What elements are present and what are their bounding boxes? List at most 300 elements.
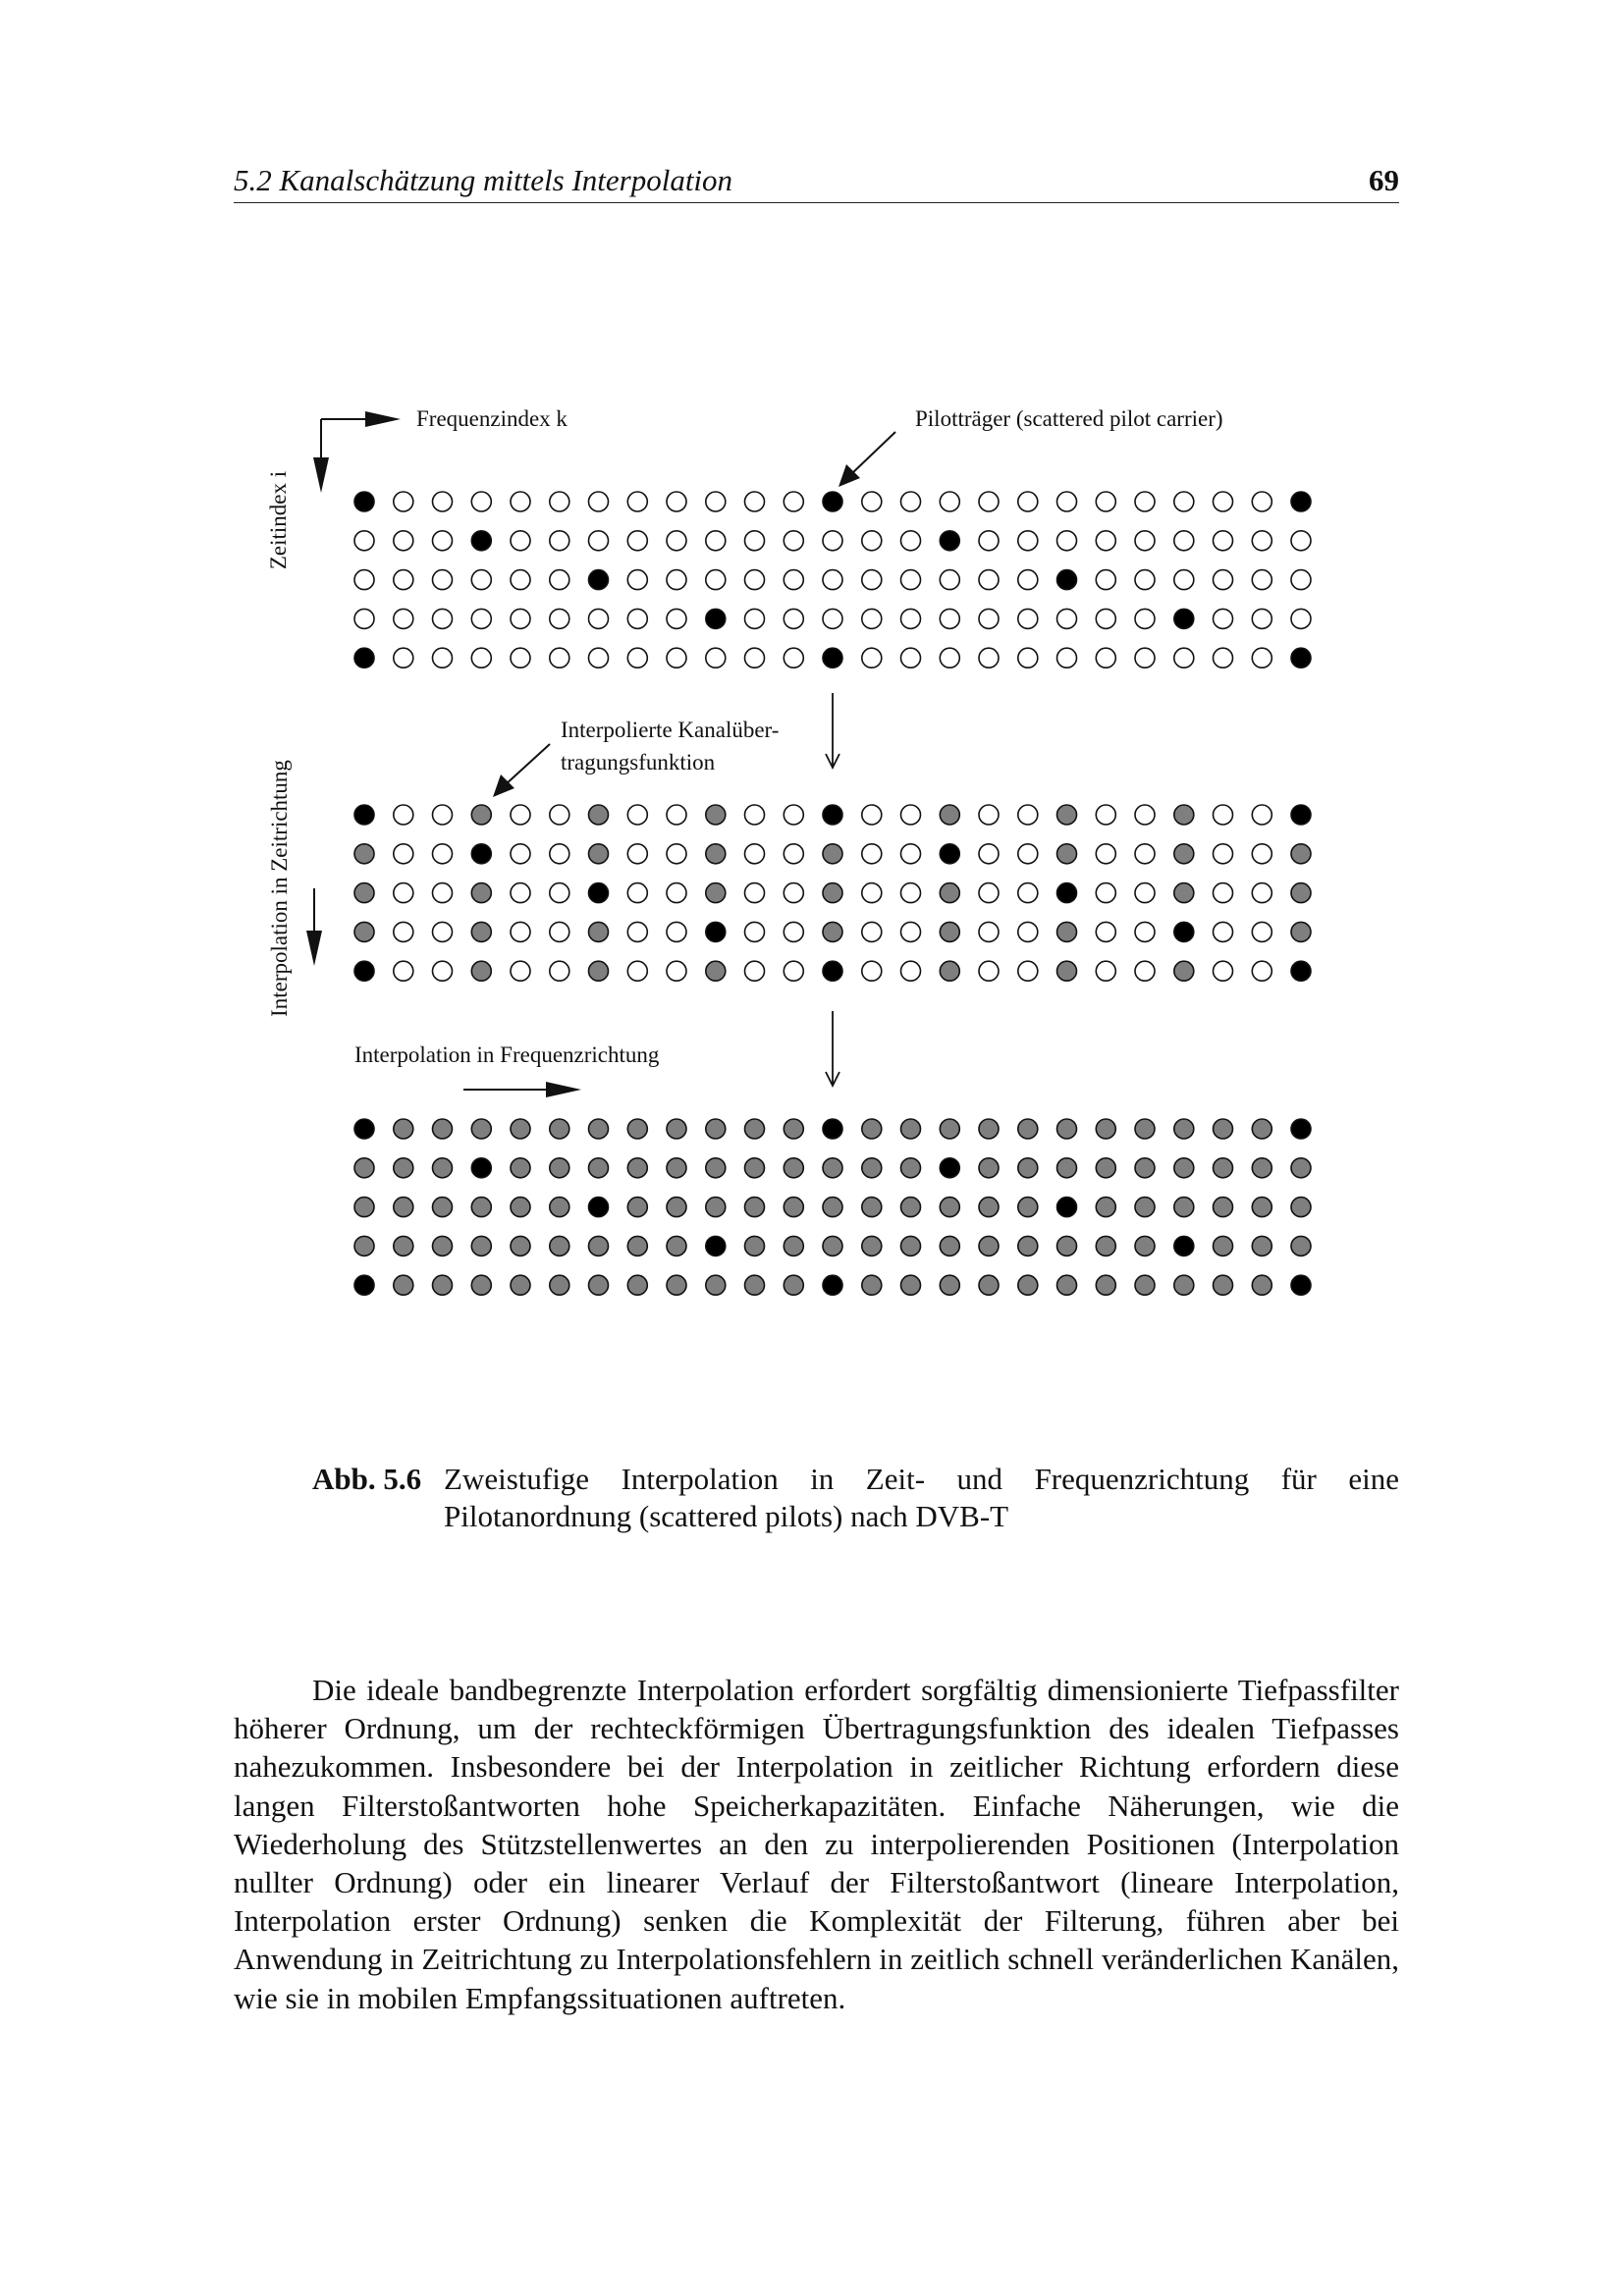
grid3-carrier-dot [511, 1275, 530, 1295]
grid2-carrier-dot [745, 805, 765, 825]
grid2-carrier-dot [979, 805, 999, 825]
grid1-carrier-dot [745, 492, 765, 511]
grid3-carrier-dot [862, 1236, 882, 1255]
grid2-carrier-dot [1214, 922, 1233, 941]
grid3-carrier-dot [550, 1236, 569, 1255]
grid2-carrier-dot [745, 961, 765, 981]
grid2-carrier-dot [1214, 883, 1233, 903]
grid1-carrier-dot [511, 531, 530, 551]
grid3-carrier-dot [784, 1158, 803, 1178]
grid1-carrier-dot [784, 492, 803, 511]
grid2-carrier-dot [627, 961, 647, 981]
grid2-carrier-dot [667, 805, 686, 825]
grid1-carrier-dot [940, 648, 959, 667]
grid3-carrier-dot [706, 1236, 726, 1255]
grid3-carrier-dot [862, 1275, 882, 1295]
grid2-carrier-dot [394, 961, 413, 981]
grid1-carrier-dot [354, 648, 374, 667]
grid3-carrier-dot [627, 1236, 647, 1255]
grid3-carrier-dot [433, 1236, 453, 1255]
grid1-carrier-dot [706, 531, 726, 551]
grid1-carrier-dot [706, 570, 726, 590]
grid1-carrier-dot [1018, 609, 1038, 628]
grid1-carrier-dot [589, 648, 609, 667]
grid1-carrier-dot [1174, 531, 1194, 551]
grid2-carrier-dot [433, 961, 453, 981]
grid2-carrier-dot [745, 844, 765, 864]
grid1-carrier-dot [471, 570, 491, 590]
grid1-carrier-dot [1057, 531, 1077, 551]
grid2-carrier-dot [823, 961, 842, 981]
grid1-carrier-dot [550, 609, 569, 628]
grid2-carrier-dot [1291, 961, 1311, 981]
grid2-carrier-dot [433, 805, 453, 825]
grid2-carrier-dot [1291, 883, 1311, 903]
grid3-carrier-dot [354, 1119, 374, 1139]
grid2-carrier-dot [940, 883, 959, 903]
grid3-carrier-dot [1174, 1119, 1194, 1139]
grid1-carrier-dot [667, 570, 686, 590]
grid1-carrier-dot [667, 531, 686, 551]
grid2-carrier-dot [1174, 961, 1194, 981]
grid3-carrier-dot [901, 1198, 921, 1217]
pilot-carrier-pointer [850, 432, 895, 475]
grid3-carrier-dot [745, 1119, 765, 1139]
grid1-carrier-dot [433, 492, 453, 511]
grid3-carrier-dot [1057, 1236, 1077, 1255]
grid3-carrier-dot [784, 1119, 803, 1139]
grid3-carrier-dot [511, 1119, 530, 1139]
grid3-carrier-dot [1214, 1119, 1233, 1139]
grid3-carrier-dot [511, 1158, 530, 1178]
grid2-carrier-dot [354, 883, 374, 903]
page-number: 69 [1369, 163, 1399, 197]
grid2-carrier-dot [784, 922, 803, 941]
grid2-carrier-dot [979, 922, 999, 941]
grid3-carrier-dot [667, 1198, 686, 1217]
caption-text: Zweistufige Interpolation in Zeit- und Frequenzrichtung für eine Pilotanordnung (scattered pilots) nach DVB-T [444, 1462, 1399, 1533]
grid3-carrier-dot [1096, 1236, 1115, 1255]
grid3-carrier-dot [550, 1198, 569, 1217]
grid3-carrier-dot [1291, 1198, 1311, 1217]
interp-transfer-label-1: Interpolierte Kanalüber- [561, 718, 780, 742]
grid3-carrier-dot [1291, 1236, 1311, 1255]
grid1-carrier-dot [1174, 648, 1194, 667]
freq-index-label: Frequenzindex k [416, 406, 568, 431]
grid1-carrier-dot [1018, 648, 1038, 667]
grid2-carrier-dot [823, 883, 842, 903]
grid3-carrier-dot [667, 1158, 686, 1178]
grid3-carrier-dot [433, 1275, 453, 1295]
grid3-carrier-dot [471, 1275, 491, 1295]
grid3-carrier-dot [979, 1158, 999, 1178]
grid2-carrier-dot [589, 961, 609, 981]
grid2-carrier-dot [550, 883, 569, 903]
grid3-carrier-dot [823, 1275, 842, 1295]
interp-freq-arrowhead [546, 1082, 581, 1097]
grid3-carrier-dot [1057, 1119, 1077, 1139]
grid3-carrier-dot [589, 1119, 609, 1139]
grid3-carrier-dot [1018, 1119, 1038, 1139]
grid3-carrier-dot [901, 1158, 921, 1178]
grid2-carrier-dot [784, 883, 803, 903]
grid1-carrier-dot [511, 492, 530, 511]
grid3-carrier-dot [1252, 1236, 1271, 1255]
grid1-carrier-dot [901, 492, 921, 511]
grid2-carrier-dot [706, 883, 726, 903]
grid1-carrier-dot [1214, 648, 1233, 667]
grid1-carrier-dot [1135, 648, 1155, 667]
grid3-carrier-dot [394, 1158, 413, 1178]
grid1-carrier-dot [511, 609, 530, 628]
grid1-carrier-dot [1096, 648, 1115, 667]
grid3-carrier-dot [589, 1236, 609, 1255]
grid2-carrier-dot [354, 922, 374, 941]
grid2-carrier-dot [745, 883, 765, 903]
grid2-carrier-dot [1096, 922, 1115, 941]
grid3-carrier-dot [394, 1119, 413, 1139]
grid3-carrier-dot [745, 1198, 765, 1217]
grid3-carrier-dot [354, 1158, 374, 1178]
grid3-carrier-dot [1252, 1158, 1271, 1178]
grid1-carrier-dot [706, 648, 726, 667]
grid3-carrier-dot [354, 1275, 374, 1295]
grid1-carrier-dot [901, 648, 921, 667]
grid2-carrier-dot [1214, 961, 1233, 981]
grid2-carrier-dot [784, 961, 803, 981]
grid2-carrier-dot [940, 961, 959, 981]
grid3-carrier-dot [1096, 1158, 1115, 1178]
grid2-carrier-dot [940, 844, 959, 864]
grid3-carrier-dot [627, 1158, 647, 1178]
grid3-carrier-dot [940, 1275, 959, 1295]
grid2-carrier-dot [784, 805, 803, 825]
grid2-carrier-dot [901, 844, 921, 864]
grid3-carrier-dot [354, 1198, 374, 1217]
grid1-carrier-dot [627, 531, 647, 551]
grid1-carrier-dot [667, 648, 686, 667]
time-axis-arrowhead [313, 457, 329, 493]
grid2-carrier-dot [1096, 961, 1115, 981]
grid1-carrier-dot [1174, 492, 1194, 511]
grid3-carrier-dot [1018, 1158, 1038, 1178]
grid1-carrier-dot [1096, 531, 1115, 551]
grid3-carrier-dot [1135, 1158, 1155, 1178]
grid2-carrier-dot [1174, 805, 1194, 825]
grid3-carrier-dot [1135, 1119, 1155, 1139]
grid3-carrier-dot [1252, 1275, 1271, 1295]
grid1-carrier-dot [940, 531, 959, 551]
grid1-carrier-dot [745, 531, 765, 551]
interp-time-arrowhead [306, 931, 322, 966]
grid1-carrier-dot [354, 609, 374, 628]
grid3-carrier-dot [706, 1198, 726, 1217]
grid3-carrier-dot [667, 1275, 686, 1295]
grid3-carrier-dot [550, 1275, 569, 1295]
grid2-carrier-dot [550, 805, 569, 825]
grid3-carrier-dot [394, 1236, 413, 1255]
grid3-carrier-dot [901, 1119, 921, 1139]
grid1-carrier-dot [433, 570, 453, 590]
grid1-carrier-dot [745, 570, 765, 590]
section-title: 5.2 Kanalschätzung mittels Interpolation [234, 163, 733, 197]
grid1-carrier-dot [1135, 570, 1155, 590]
grid1-carrier-dot [627, 492, 647, 511]
grid1-carrier-dot [354, 492, 374, 511]
grid1-carrier-dot [823, 648, 842, 667]
grid1-carrier-dot [1291, 492, 1311, 511]
grid3-carrier-dot [471, 1158, 491, 1178]
grid2-carrier-dot [823, 844, 842, 864]
grid3-carrier-dot [940, 1158, 959, 1178]
grid3-carrier-dot [979, 1236, 999, 1255]
dot-grids [354, 492, 1311, 1295]
grid1-carrier-dot [627, 570, 647, 590]
grid2-carrier-dot [627, 844, 647, 864]
grid3-carrier-dot [627, 1198, 647, 1217]
grid1-carrier-dot [1096, 570, 1115, 590]
grid1-carrier-dot [394, 648, 413, 667]
grid1-carrier-dot [550, 570, 569, 590]
grid3-carrier-dot [1018, 1275, 1038, 1295]
grid2-carrier-dot [1174, 922, 1194, 941]
grid1-carrier-dot [1135, 531, 1155, 551]
grid2-carrier-dot [627, 922, 647, 941]
time-index-label: Zeitindex i [266, 470, 291, 570]
grid1-carrier-dot [550, 531, 569, 551]
grid2-carrier-dot [901, 922, 921, 941]
grid1-carrier-dot [394, 531, 413, 551]
grid1-carrier-dot [1252, 570, 1271, 590]
grid1-carrier-dot [667, 492, 686, 511]
grid1-carrier-dot [511, 570, 530, 590]
grid1-carrier-dot [1291, 609, 1311, 628]
grid1-carrier-dot [589, 609, 609, 628]
grid1-carrier-dot [589, 570, 609, 590]
grid2-carrier-dot [1096, 805, 1115, 825]
grid1-carrier-dot [1135, 609, 1155, 628]
grid2-carrier-dot [979, 961, 999, 981]
grid2-carrier-dot [1096, 883, 1115, 903]
grid2-carrier-dot [823, 805, 842, 825]
grid3-carrier-dot [471, 1236, 491, 1255]
grid2-carrier-dot [706, 844, 726, 864]
grid2-carrier-dot [1135, 961, 1155, 981]
grid3-carrier-dot [1174, 1236, 1194, 1255]
grid1-carrier-dot [979, 648, 999, 667]
grid3-carrier-dot [1096, 1275, 1115, 1295]
grid3-carrier-dot [979, 1119, 999, 1139]
grid2-carrier-dot [1135, 922, 1155, 941]
grid3-carrier-dot [1174, 1158, 1194, 1178]
grid3-carrier-dot [589, 1275, 609, 1295]
grid1-carrier-dot [901, 609, 921, 628]
grid1-carrier-dot [1135, 492, 1155, 511]
grid1-carrier-dot [667, 609, 686, 628]
grid3-carrier-dot [1057, 1198, 1077, 1217]
grid1-carrier-dot [784, 609, 803, 628]
grid3-carrier-dot [550, 1119, 569, 1139]
pilot-carrier-label: Pilotträger (scattered pilot carrier) [915, 406, 1223, 431]
grid2-carrier-dot [901, 883, 921, 903]
grid2-carrier-dot [862, 844, 882, 864]
interp-transfer-pointer [505, 744, 550, 785]
grid1-carrier-dot [1252, 492, 1271, 511]
grid1-carrier-dot [1057, 609, 1077, 628]
grid1-carrier-dot [394, 492, 413, 511]
grid1-carrier-dot [1214, 492, 1233, 511]
grid2-carrier-dot [1057, 922, 1077, 941]
grid3-carrier-dot [1214, 1198, 1233, 1217]
grid3-carrier-dot [745, 1158, 765, 1178]
interp-transfer-pointer-head [493, 774, 514, 797]
grid1-carrier-dot [823, 492, 842, 511]
grid2-carrier-dot [979, 844, 999, 864]
grid1-carrier-dot [1057, 648, 1077, 667]
grid2-carrier-dot [940, 805, 959, 825]
grid2-carrier-dot [511, 844, 530, 864]
grid3-carrier-dot [1018, 1236, 1038, 1255]
grid3-carrier-dot [901, 1236, 921, 1255]
grid2-carrier-dot [550, 922, 569, 941]
grid3-carrier-dot [1135, 1236, 1155, 1255]
grid1-carrier-dot [471, 609, 491, 628]
grid1-carrier-dot [823, 570, 842, 590]
grid1-carrier-dot [745, 648, 765, 667]
grid2-carrier-dot [706, 805, 726, 825]
grid3-carrier-dot [823, 1119, 842, 1139]
grid2-carrier-dot [1174, 883, 1194, 903]
grid1-carrier-dot [1018, 531, 1038, 551]
grid3-carrier-dot [1057, 1275, 1077, 1295]
grid1-carrier-dot [1252, 609, 1271, 628]
grid1-carrier-dot [433, 609, 453, 628]
grid2-carrier-dot [1135, 805, 1155, 825]
grid3-carrier-dot [706, 1158, 726, 1178]
grid2-carrier-dot [550, 961, 569, 981]
grid1-carrier-dot [471, 531, 491, 551]
grid2-carrier-dot [433, 883, 453, 903]
grid1-carrier-dot [1174, 609, 1194, 628]
grid1-carrier-dot [940, 570, 959, 590]
grid2-carrier-dot [1018, 922, 1038, 941]
grid2-carrier-dot [354, 805, 374, 825]
grid3-carrier-dot [1096, 1198, 1115, 1217]
grid1-carrier-dot [901, 570, 921, 590]
grid1-carrier-dot [706, 492, 726, 511]
grid3-carrier-dot [862, 1158, 882, 1178]
grid1-carrier-dot [1214, 570, 1233, 590]
grid3-carrier-dot [823, 1236, 842, 1255]
grid2-carrier-dot [1252, 805, 1271, 825]
grid3-carrier-dot [706, 1275, 726, 1295]
grid1-carrier-dot [394, 609, 413, 628]
body-paragraph: Die ideale bandbegrenzte Interpolation erfordert sorgfältig dimensionierte Tiefpassfilter höherer Ordnung, um der rechteckförmigen Übertragungsfunktion des idealen Tiefpasses nahezukommen. Insbesondere bei der Interpolation in zeitlicher Richtung erfordern diese langen Filterstoßantworten hohe Speicherkapazitäten. Einfache Näherungen, wie die Wiederholung des Stützstellenwertes an den zu interpolierenden Positionen (Interpolation nullter Ordnung) oder ein linearer Verlauf der Filterstoßantwort (lineare Interpolation, Interpolation erster Ordnung) senken die Komplexität der Filterung, führen aber bei Anwendung in Zeitrichtung zu Interpolationsfehlern in zeitlich schnell veränderlichen Kanälen, wie sie in mobilen Empfangssituationen auftreten. [234, 1673, 1399, 2015]
grid1-carrier-dot [706, 609, 726, 628]
grid2-carrier-dot [706, 922, 726, 941]
grid1-carrier-dot [979, 570, 999, 590]
grid3-carrier-dot [589, 1198, 609, 1217]
grid1-carrier-dot [1214, 531, 1233, 551]
grid2-carrier-dot [394, 844, 413, 864]
grid1-carrier-dot [979, 609, 999, 628]
grid3-carrier-dot [471, 1198, 491, 1217]
grid1-carrier-dot [1018, 492, 1038, 511]
grid2-carrier-dot [394, 805, 413, 825]
grid3-carrier-dot [1291, 1275, 1311, 1295]
interp-transfer-label-2: tragungsfunktion [561, 750, 716, 774]
grid3-carrier-dot [1018, 1198, 1038, 1217]
grid2-carrier-dot [1057, 961, 1077, 981]
grid2-carrier-dot [1018, 883, 1038, 903]
grid1-carrier-dot [511, 648, 530, 667]
grid2-carrier-dot [627, 883, 647, 903]
grid3-carrier-dot [667, 1119, 686, 1139]
grid2-carrier-dot [667, 922, 686, 941]
grid1-carrier-dot [1291, 648, 1311, 667]
grid2-carrier-dot [901, 961, 921, 981]
grid2-carrier-dot [627, 805, 647, 825]
grid1-carrier-dot [1096, 609, 1115, 628]
grid2-carrier-dot [940, 922, 959, 941]
grid1-carrier-dot [1252, 648, 1271, 667]
grid2-carrier-dot [471, 961, 491, 981]
grid1-carrier-dot [1096, 492, 1115, 511]
grid2-carrier-dot [1291, 844, 1311, 864]
grid2-carrier-dot [550, 844, 569, 864]
grid2-carrier-dot [1057, 883, 1077, 903]
grid1-carrier-dot [1057, 492, 1077, 511]
figure-caption [312, 1461, 1399, 1535]
grid1-carrier-dot [433, 648, 453, 667]
grid3-carrier-dot [627, 1119, 647, 1139]
grid3-carrier-dot [394, 1275, 413, 1295]
grid2-carrier-dot [1291, 922, 1311, 941]
grid1-carrier-dot [627, 609, 647, 628]
grid3-carrier-dot [862, 1198, 882, 1217]
grid1-carrier-dot [1291, 531, 1311, 551]
grid2-carrier-dot [354, 844, 374, 864]
grid3-carrier-dot [940, 1198, 959, 1217]
grid1-carrier-dot [1291, 570, 1311, 590]
grid3-carrier-dot [511, 1198, 530, 1217]
grid2-carrier-dot [471, 805, 491, 825]
grid3-carrier-dot [1214, 1275, 1233, 1295]
grid2-carrier-dot [394, 922, 413, 941]
grid2-carrier-dot [589, 844, 609, 864]
grid3-carrier-dot [862, 1119, 882, 1139]
grid3-carrier-dot [471, 1119, 491, 1139]
freq-axis-arrowhead [365, 411, 401, 427]
grid1-carrier-dot [862, 492, 882, 511]
caption-label: Abb. 5.6 [312, 1462, 422, 1496]
grid1-carrier-dot [862, 570, 882, 590]
grid2-carrier-dot [1057, 844, 1077, 864]
grid3-carrier-dot [940, 1236, 959, 1255]
grid1-carrier-dot [862, 531, 882, 551]
grid2-carrier-dot [1057, 805, 1077, 825]
grid3-carrier-dot [901, 1275, 921, 1295]
grid1-carrier-dot [784, 570, 803, 590]
grid2-carrier-dot [667, 883, 686, 903]
grid1-carrier-dot [979, 492, 999, 511]
grid1-carrier-dot [784, 648, 803, 667]
grid3-carrier-dot [1214, 1158, 1233, 1178]
grid2-carrier-dot [901, 805, 921, 825]
grid3-carrier-dot [1291, 1119, 1311, 1139]
grid3-carrier-dot [784, 1275, 803, 1295]
grid2-carrier-dot [354, 961, 374, 981]
